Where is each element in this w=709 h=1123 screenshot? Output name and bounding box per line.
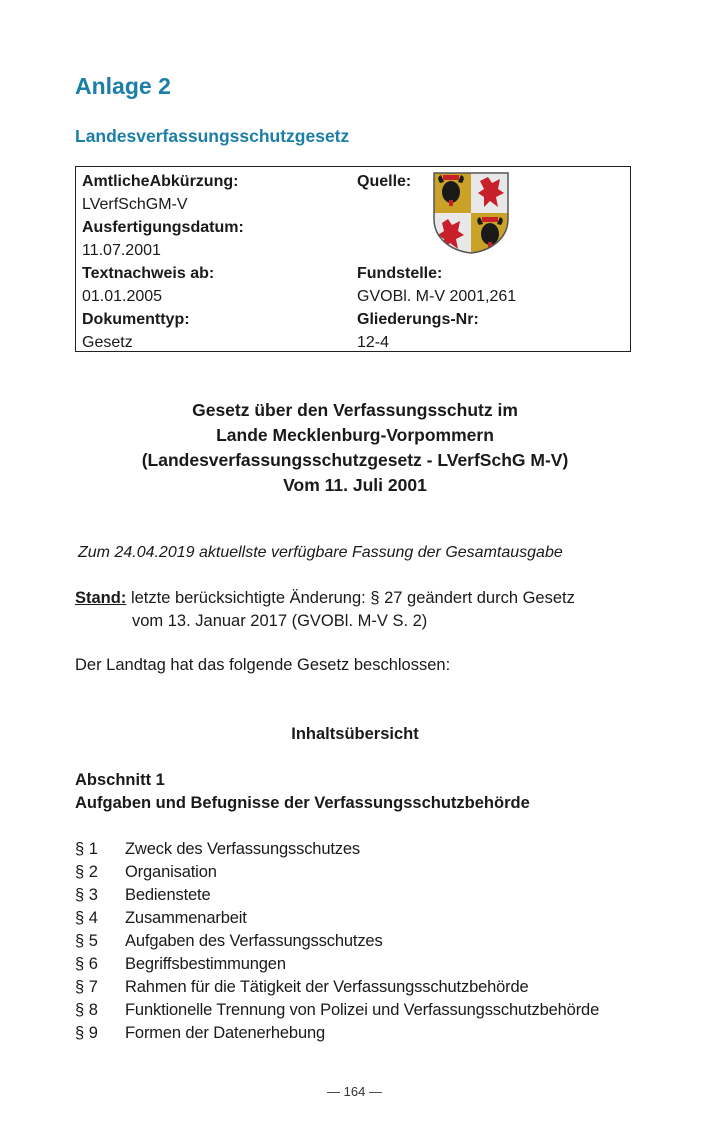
toc-item bbox=[75, 953, 645, 976]
toc-item bbox=[75, 838, 645, 861]
toc-item-number: § 7 bbox=[75, 978, 98, 996]
toc-item-text: Formen der Datenerhebung bbox=[125, 1024, 326, 1042]
toc-item-number: § 4 bbox=[75, 909, 98, 927]
title-line-1: Gesetz über den Verfassungsschutz im bbox=[192, 400, 518, 420]
law-title bbox=[75, 398, 635, 498]
toc-item-number: § 3 bbox=[75, 886, 98, 904]
ausfertigung-value: 11.07.2001 bbox=[82, 242, 161, 259]
toc-item bbox=[75, 1022, 645, 1045]
toc-item bbox=[75, 930, 645, 953]
fundstelle-value: GVOBl. M-V 2001,261 bbox=[357, 288, 517, 305]
page-number: — 164 — bbox=[327, 1084, 382, 1099]
toc-item-text: Aufgaben des Verfassungsschutzes bbox=[125, 932, 383, 950]
toc-item-text: Funktionelle Trennung von Polizei und Verfassungsschutzbehörde bbox=[125, 1001, 600, 1019]
toc-item bbox=[75, 884, 645, 907]
section-number: Abschnitt 1 bbox=[75, 771, 165, 789]
toc-title: Inhaltsübersicht bbox=[291, 725, 419, 743]
title-line-2: Lande Mecklenburg-Vorpommern bbox=[216, 425, 494, 445]
ausfertigung-label: Ausfertigungsdatum: bbox=[82, 219, 244, 236]
toc-item-number: § 9 bbox=[75, 1024, 98, 1042]
toc-item-text: Organisation bbox=[125, 863, 217, 881]
stand-line-2: vom 13. Januar 2017 (GVOBl. M-V S. 2) bbox=[132, 612, 428, 630]
gliederung-value: 12-4 bbox=[357, 334, 390, 351]
toc-item-text: Bedienstete bbox=[125, 886, 211, 904]
quelle-label: Quelle: bbox=[357, 173, 412, 190]
toc-item-text: Zusammenarbeit bbox=[125, 909, 247, 927]
textnachweis-label: Textnachweis ab: bbox=[82, 265, 215, 282]
title-line-3: (Landesverfassungsschutzgesetz - LVerfSchG M-V) bbox=[141, 450, 569, 470]
toc-item-number: § 1 bbox=[75, 840, 98, 858]
annex-heading: Anlage 2 bbox=[75, 73, 171, 99]
title-line-4: Vom 11. Juli 2001 bbox=[283, 475, 427, 495]
stand-label: Stand: bbox=[75, 589, 127, 607]
dokumenttyp-label: Dokumenttyp: bbox=[82, 311, 190, 328]
toc-item-number: § 8 bbox=[75, 1001, 98, 1019]
toc-item-number: § 2 bbox=[75, 863, 98, 881]
landtag-statement: Der Landtag hat das folgende Gesetz beschlossen: bbox=[75, 656, 451, 674]
amtliche-value: LVerfSchGM-V bbox=[82, 196, 188, 213]
gliederung-label: Gliederungs-Nr: bbox=[357, 311, 479, 328]
textnachweis-value: 01.01.2005 bbox=[82, 288, 163, 305]
toc-list bbox=[75, 838, 645, 1045]
toc-item-number: § 5 bbox=[75, 932, 98, 950]
stand-line-1: letzte berücksichtigte Änderung: § 27 geändert durch Gesetz bbox=[130, 589, 575, 607]
toc-item-text: Rahmen für die Tätigkeit der Verfassungsschutzbehörde bbox=[125, 978, 529, 996]
metadata-box bbox=[75, 166, 631, 352]
toc-item-number: § 6 bbox=[75, 955, 98, 973]
edition-note: Zum 24.04.2019 aktuellste verfügbare Fassung der Gesamtausgabe bbox=[78, 544, 563, 561]
toc-item bbox=[75, 976, 645, 999]
toc-item bbox=[75, 861, 645, 884]
toc-item bbox=[75, 907, 645, 930]
toc-item-text: Zweck des Verfassungsschutzes bbox=[125, 840, 361, 858]
stand-block bbox=[75, 587, 635, 633]
section-title: Aufgaben und Befugnisse der Verfassungsschutzbehörde bbox=[75, 794, 530, 812]
toc-item bbox=[75, 999, 645, 1022]
fundstelle-label: Fundstelle: bbox=[357, 265, 443, 282]
amtliche-label: AmtlicheAbkürzung: bbox=[82, 173, 239, 190]
toc-item-text: Begriffsbestimmungen bbox=[125, 955, 286, 973]
law-name-heading: Landesverfassungsschutzgesetz bbox=[75, 126, 350, 146]
toc-section-heading bbox=[75, 769, 530, 815]
metadata-left-column bbox=[82, 170, 342, 354]
coat-of-arms-icon bbox=[432, 171, 510, 255]
dokumenttyp-value: Gesetz bbox=[82, 334, 133, 351]
